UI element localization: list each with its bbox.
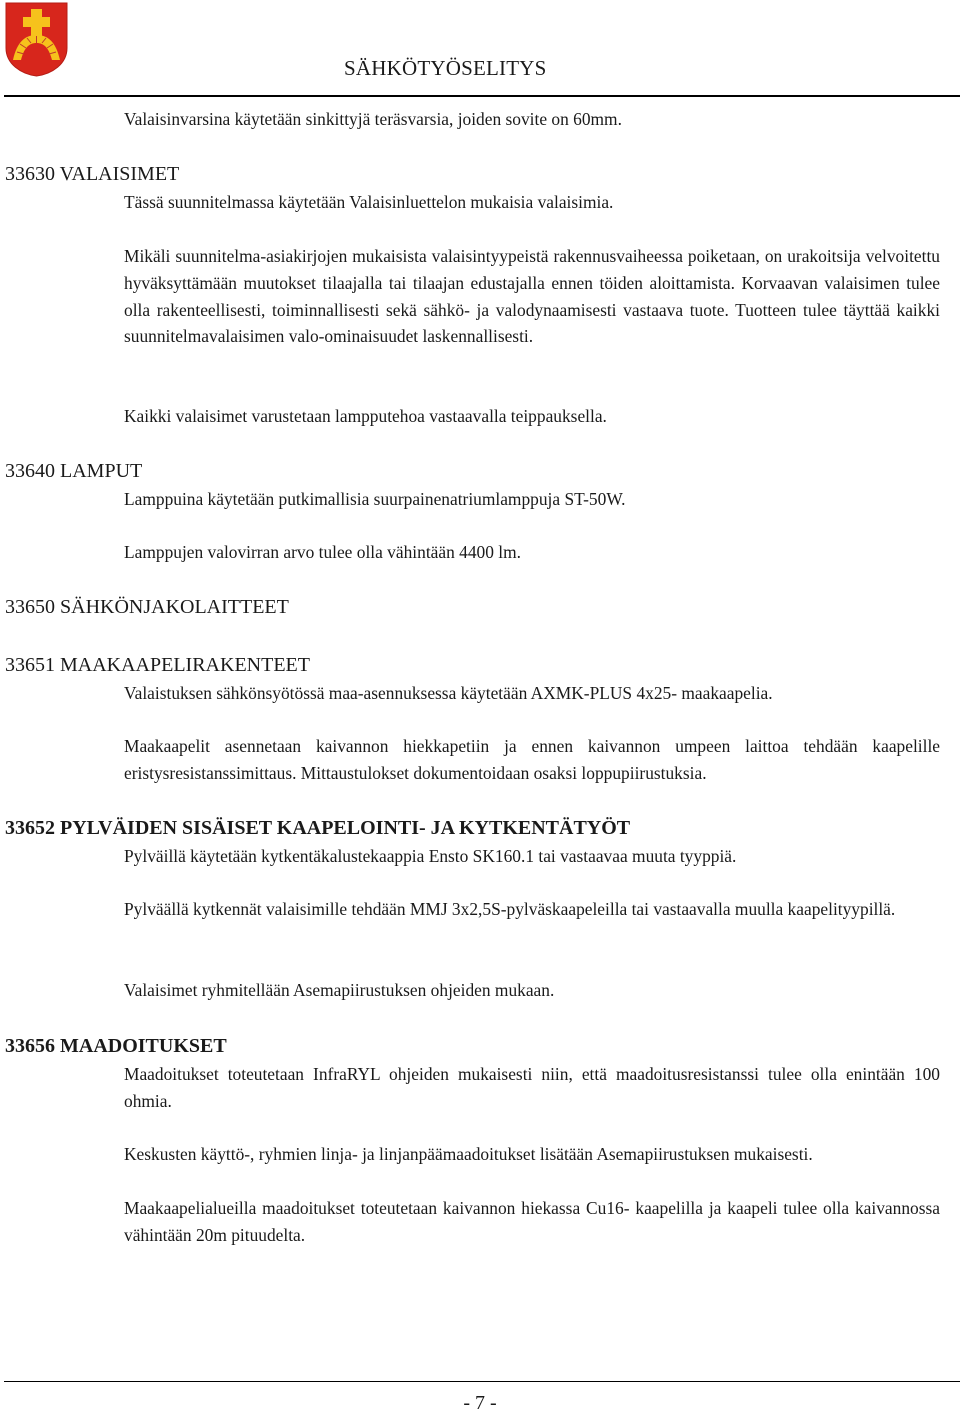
paragraph: Lamppuina käytetään putkimallisia suurpainenatriumlamppuja ST-50W. bbox=[124, 489, 626, 509]
section-heading-33656: 33656 MAADOITUKSET bbox=[5, 1035, 227, 1057]
footer-rule bbox=[4, 1381, 960, 1382]
section-heading-33630: 33630 VALAISIMET bbox=[5, 163, 180, 185]
municipal-crest-logo bbox=[5, 2, 68, 77]
paragraph: Pylväällä kytkennät valaisimille tehdään MMJ 3x2,5S-pylväskaapeleilla tai vastaavalla muulla kaapelityypillä. bbox=[124, 899, 896, 919]
page-number: - 7 - bbox=[463, 1392, 497, 1414]
paragraph: Valaistuksen sähkönsyötössä maa-asennuksessa käytetään AXMK-PLUS 4x25- maakaapelia. bbox=[124, 683, 773, 703]
paragraph: Valaisimet ryhmitellään Asemapiirustuksen ohjeiden mukaan. bbox=[124, 980, 555, 1000]
paragraph: Valaisinvarsina käytetään sinkittyjä teräsvarsia, joiden sovite on 60mm. bbox=[124, 109, 622, 129]
document-title: SÄHKÖTYÖSELITYS bbox=[344, 56, 547, 80]
section-heading-33652: 33652 PYLVÄIDEN SISÄISET KAAPELOINTI- JA KYTKENTÄTYÖT bbox=[5, 817, 631, 839]
paragraph: Tässä suunnitelmassa käytetään Valaisinluettelon mukaisia valaisimia. bbox=[124, 192, 614, 212]
paragraph: Pylväillä käytetään kytkentäkalustekaappia Ensto SK160.1 tai vastaavaa muuta tyyppiä. bbox=[124, 846, 737, 866]
paragraph: Maakaapelialueilla maadoitukset toteutetaan kaivannon hiekassa Cu16- kaapelilla ja kaapeli tulee olla kaivannossa vähintään 20m pituudelta. bbox=[124, 1198, 940, 1245]
paragraph: Maakaapelit asennetaan kaivannon hiekkapetiin ja ennen kaivannon umpeen laittoa tehdään kaapelille eristysresistanssimittaus. Mittaustulokset dokumentoidaan osaksi loppupiirustuksia. bbox=[124, 736, 940, 783]
paragraph: Lamppujen valovirran arvo tulee olla vähintään 4400 lm. bbox=[124, 542, 521, 562]
paragraph: Keskusten käyttö-, ryhmien linja- ja linjanpäämaadoitukset lisätään Asemapiirustuksen mukaisesti. bbox=[124, 1144, 813, 1164]
section-heading-33651: 33651 MAAKAAPELIRAKENTEET bbox=[5, 654, 310, 676]
paragraph: Maadoitukset toteutetaan InfraRYL ohjeiden mukaisesti niin, että maadoitusresistanssi tulee olla enintään 100 ohmia. bbox=[124, 1064, 940, 1111]
section-heading-33640: 33640 LAMPUT bbox=[5, 460, 143, 482]
section-heading-33650: 33650 SÄHKÖNJAKOLAITTEET bbox=[5, 596, 289, 618]
paragraph: Kaikki valaisimet varustetaan lampputehoa vastaavalla teippauksella. bbox=[124, 406, 607, 426]
header-rule bbox=[4, 95, 960, 97]
paragraph: Mikäli suunnitelma-asiakirjojen mukaisista valaisintyypeistä rakennusvaiheessa poiketaan, on urakoitsija velvoitettu hyväksyttämään muutokset tilaajalla tai tilaajan edustajalla ennen töiden aloittamista. Korvaavan valaisimen tulee olla rakenteellisesti, toiminnallisesti sekä sähkö- ja valodynaamisesti vastaava tuote. Tuotteen tulee täyttää kaikki suunnitelmavalaisimen valo-ominaisuudet laskennallisesti. bbox=[124, 246, 940, 347]
